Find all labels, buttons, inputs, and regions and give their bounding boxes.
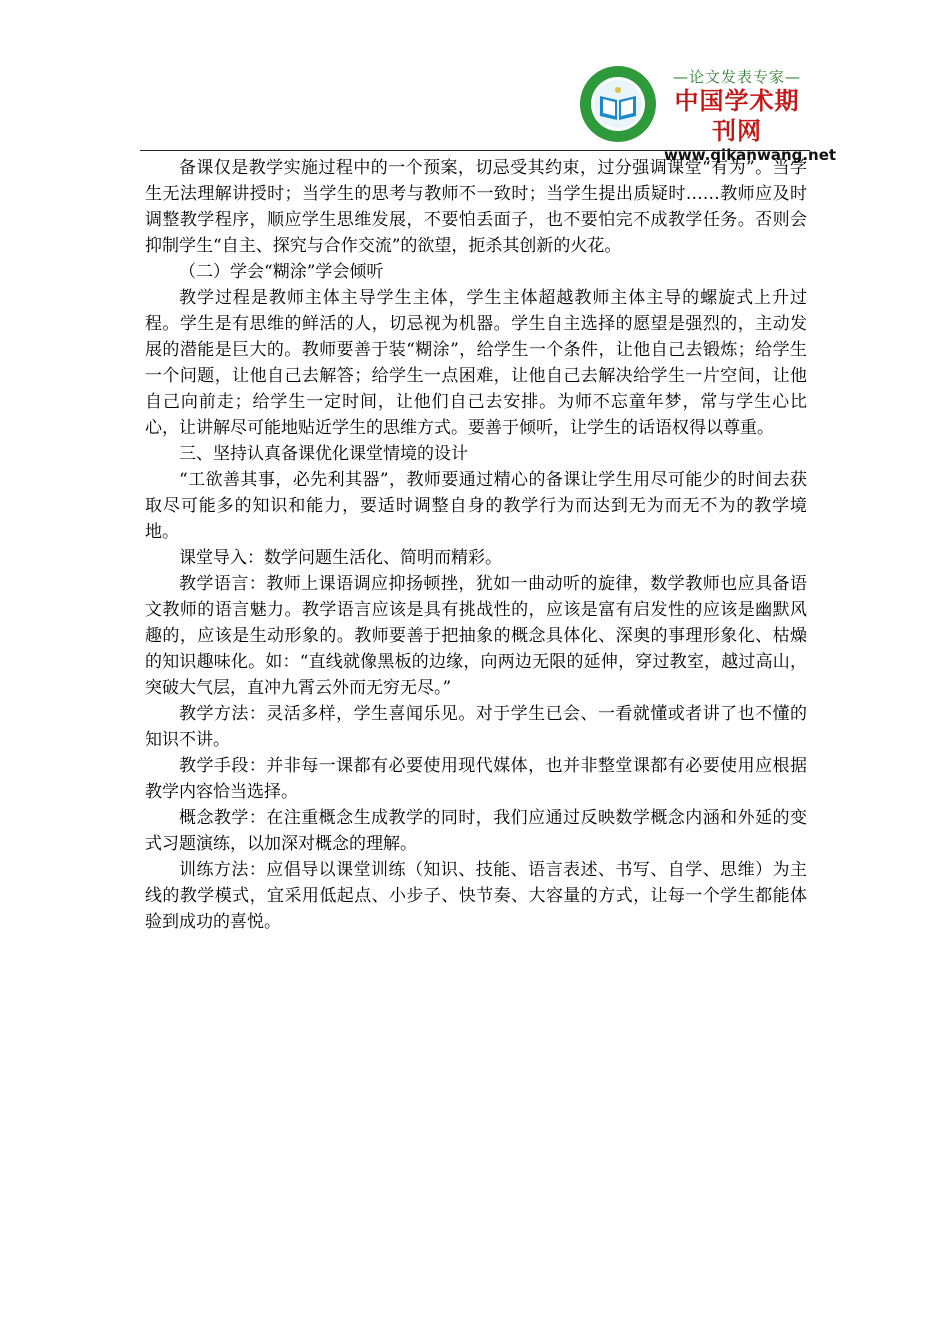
paragraph: 概念教学：在注重概念生成教学的同时，我们应通过反映数学概念内涵和外延的变式习题演练，以加深对概念的理解。 <box>145 808 807 854</box>
paragraph: 教学语言：教师上课语调应抑扬顿挫，犹如一曲动听的旋律，数学教师也应具备语文教师的语言魅力。教学语言应该是具有挑战性的，应该是富有启发性的应该是幽默风趣的，应该是生动形象的。教师要善于把抽象的概念具体化、深奥的事理形象化、枯燥的知识趣味化。如：“直线就像黑板的边缘，向两边无限的延伸，穿过教室，越过高山，突破大气层，直冲九霄云外而无穷无尽。” <box>145 574 807 698</box>
header-brand-name: 中国学术期刊网 <box>674 87 800 145</box>
paragraph: 教学方法：灵活多样，学生喜闻乐见。对于学生已会、一看就懂或者讲了也不懂的知识不讲。 <box>145 704 807 750</box>
header-url: www.qikanwang.net <box>664 146 837 164</box>
paragraph: 训练方法：应倡导以课堂训练（知识、技能、语言表述、书写、自学、思维）为主线的教学模式，宜采用低起点、小步子、快节奏、大容量的方式，让每一个学生都能体验到成功的喜悦。 <box>145 860 807 932</box>
header-divider <box>140 150 810 151</box>
page-header <box>140 64 837 164</box>
article-body <box>145 155 807 935</box>
paragraph: “工欲善其事，必先利其器”，教师要通过精心的备课让学生用尽可能少的时间去获取尽可能多的知识和能力，要适时调整自身的教学行为而达到无为而无不为的教学境地。 <box>145 470 807 542</box>
paragraph: 备课仅是教学实施过程中的一个预案，切忌受其约束，过分强调课堂“有为”。当学生无法理解讲授时；当学生的思考与教师不一致时；当学生提出质疑时……教师应及时调整教学程序，顺应学生思维发展，不要怕丢面子，也不要怕完不成教学任务。否则会抑制学生“自主、探究与合作交流”的欲望，扼杀其创新的火花。 <box>145 158 807 256</box>
qikanwang-logo-icon <box>578 64 658 144</box>
section-heading: （二）学会“糊涂”学会倾听 <box>179 262 384 282</box>
paragraph: 教学手段：并非每一课都有必要使用现代媒体，也并非整堂课都有必要使用应根据教学内容恰当选择。 <box>145 756 807 802</box>
section-heading: 三、坚持认真备课优化课堂情境的设计 <box>179 444 468 464</box>
header-tagline: —论文发表专家— <box>672 68 801 86</box>
paragraph: 教学过程是教师主体主导学生主体，学生主体超越教师主体主导的螺旋式上升过程。学生是有思维的鲜活的人，切忌视为机器。学生自主选择的愿望是强烈的，主动发展的潜能是巨大的。教师要善于装“糊涂”，给学生一个条件，让他自己去锻炼；给学生一个问题，让他自己去解答；给学生一点困难，让他自己去解决给学生一片空间，让他自己向前走；给学生一定时间，让他们自己去安排。为师不忘童年梦，常与学生心比心，让讲解尽可能地贴近学生的思维方式。要善于倾听，让学生的话语权得以尊重。 <box>145 288 807 438</box>
paragraph: 课堂导入：数学问题生活化、简明而精彩。 <box>179 548 502 568</box>
